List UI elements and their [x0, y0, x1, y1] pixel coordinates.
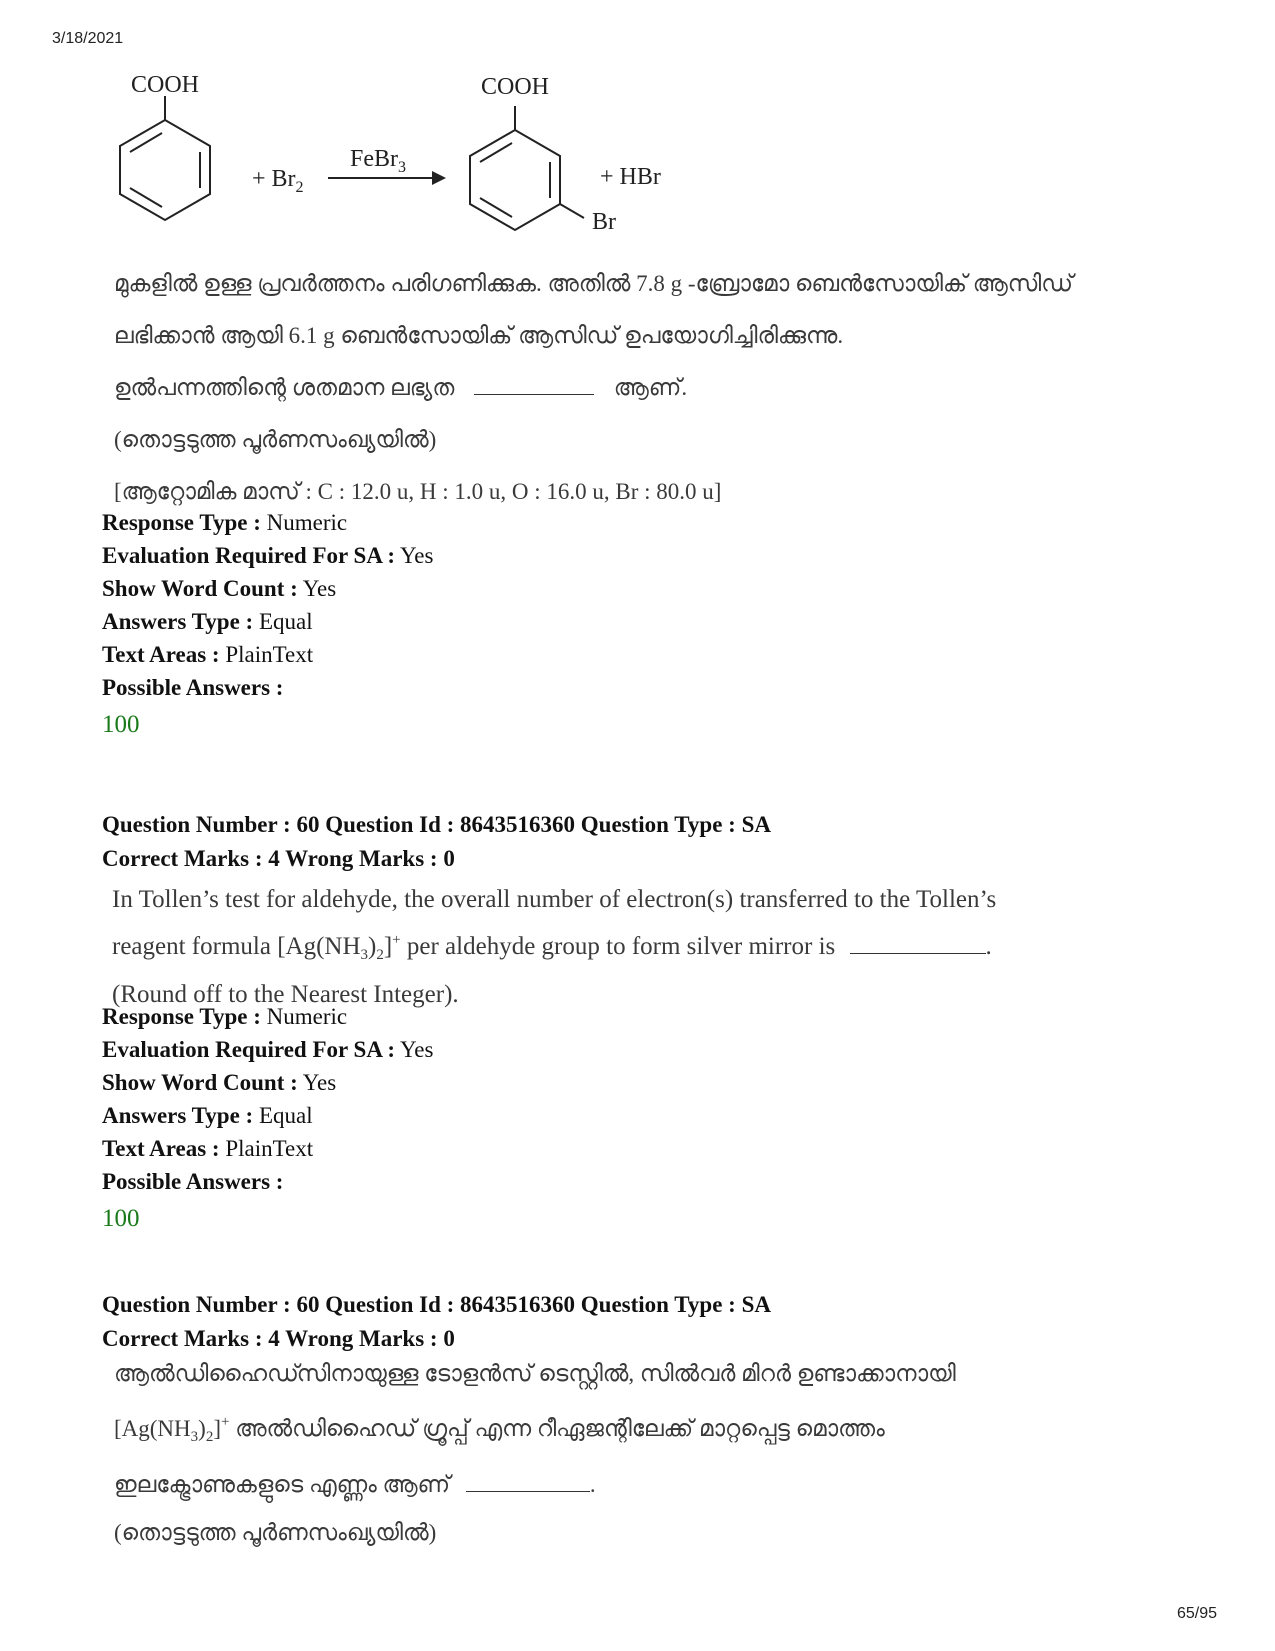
meta-value: PlainText — [225, 642, 314, 667]
question-line: മുകളിൽ ഉള്ള പ്രവർത്തനം പരിഗണിക്കുക. അതിൽ 7.8 g -ബ്രോമോ ബെൻസോയിക് ആസിഡ് — [114, 271, 1074, 296]
product-benzene-ring — [470, 130, 560, 230]
question-60-malayalam-header — [102, 1288, 771, 1356]
formula-subscript: 3 — [360, 947, 369, 963]
question-60-header — [102, 808, 771, 876]
marks-line: Correct Marks : 4 Wrong Marks : 0 — [102, 846, 455, 871]
possible-answer-value: 100 — [102, 1205, 140, 1232]
question-line: ആൽഡിഹൈഡ്സിനായുള്ള ടോളൻസ് ടെസ്റ്റിൽ, സിൽവർ മിറർ ഉണ്ടാക്കാനായി — [114, 1361, 956, 1386]
answer-blank — [474, 374, 594, 395]
question-line: ലഭിക്കാൻ ആയി 6.1 g ബെൻസോയിക് ആസിഡ് ഉപയോഗിച്ചിരിക്കുന്നു. — [114, 323, 844, 348]
meta-value: Numeric — [266, 510, 348, 535]
print-date: 3/18/2021 — [52, 30, 124, 47]
svg-text:+ Br2 — [252, 166, 304, 196]
meta-label: Show Word Count : — [102, 576, 298, 601]
question-line: (തൊട്ടടുത്ത പൂർണസംഖ്യയിൽ) — [114, 427, 437, 452]
question-text: per aldehyde group to form silver mirror is — [400, 933, 836, 960]
reaction-arrowhead — [432, 171, 446, 185]
meta-label: Text Areas : — [102, 642, 220, 667]
reagent-subscript: 2 — [295, 179, 304, 196]
answer-blank — [850, 933, 986, 954]
question-59-malayalam — [114, 258, 1073, 518]
question-60-english — [112, 880, 996, 1015]
meta-label: Response Type : — [102, 1004, 261, 1029]
meta-value: Equal — [258, 609, 313, 634]
formula-text: ) — [368, 933, 377, 960]
meta-label: Text Areas : — [102, 1136, 220, 1161]
catalyst-subscript: 3 — [398, 159, 406, 176]
meta-label: Answers Type : — [102, 1103, 254, 1128]
marks-line: Correct Marks : 4 Wrong Marks : 0 — [102, 1326, 455, 1351]
meta-label: Evaluation Required For SA : — [102, 543, 396, 568]
formula-text: reagent formula [Ag(NH — [112, 933, 361, 960]
question-id-line: Question Number : 60 Question Id : 8643516360 Question Type : SA — [102, 1292, 771, 1317]
byproduct-label: + HBr — [600, 164, 661, 190]
question-text: അൽഡിഹൈഡ് ഗ്രൂപ്പ് എന്ന റീഏജന്റിലേക്ക് മാറ്റപ്പെട്ട മൊത്തം — [229, 1416, 885, 1441]
product-cooh-label: COOH — [480, 74, 550, 100]
question-line: (Round off to the Nearest Integer). — [112, 981, 459, 1008]
reagent-label: + Br — [252, 166, 296, 192]
reactant-benzene-ring — [120, 120, 210, 220]
meta-value: Yes — [400, 543, 434, 568]
question-text: ആണ്. — [613, 375, 688, 400]
meta-value: Yes — [400, 1037, 434, 1062]
atomic-mass-note: [ആറ്റോമിക മാസ് : C : 12.0 u, H : 1.0 u, O : 16.0 u, Br : 80.0 u] — [114, 479, 722, 504]
meta-label: Possible Answers : — [102, 1169, 284, 1194]
formula-subscript: 2 — [376, 947, 384, 963]
question-line: reagent formula $[Ag(NH_3)_2]^+$ per aldehyde group to form silver mirror is . — [112, 932, 992, 963]
formula-subscript: 3 — [190, 1429, 199, 1445]
question-meta-2 — [102, 1000, 433, 1235]
question-60-malayalam — [114, 1350, 956, 1557]
meta-value: PlainText — [225, 1136, 314, 1161]
possible-answer-value: 100 — [102, 711, 140, 738]
formula-superscript: + — [392, 932, 401, 948]
question-line: ഇലക്ട്രോണുകളുടെ എണ്ണം ആണ് . — [114, 1472, 596, 1497]
formula-text: [Ag(NH — [114, 1416, 191, 1441]
meta-label: Show Word Count : — [102, 1070, 298, 1095]
svg-text:FeBr3 — [350, 146, 406, 176]
question-id-line: Question Number : 60 Question Id : 8643516360 Question Type : SA — [102, 812, 771, 837]
meta-label: Evaluation Required For SA : — [102, 1037, 396, 1062]
question-meta-1 — [102, 506, 433, 741]
question-text: ഉൽപന്നത്തിന്റെ ശതമാന ലഭ്യത — [114, 375, 455, 400]
formula-text: ] — [383, 933, 393, 960]
question-text: ഇലക്ട്രോണുകളുടെ എണ്ണം ആണ് — [114, 1472, 451, 1497]
bromination-reaction-diagram — [110, 66, 730, 246]
meta-value: Equal — [258, 1103, 313, 1128]
question-line: (തൊട്ടടുത്ത പൂർണസംഖ്യയിൽ) — [114, 1520, 437, 1545]
meta-label: Answers Type : — [102, 609, 254, 634]
meta-label: Possible Answers : — [102, 675, 284, 700]
reactant-cooh-label: COOH — [130, 72, 200, 98]
meta-value: Numeric — [266, 1004, 348, 1029]
meta-value: Yes — [302, 1070, 337, 1095]
formula-superscript: + — [221, 1414, 230, 1430]
page-number: 65/95 — [1177, 1605, 1218, 1622]
formula-text: ) — [198, 1416, 206, 1441]
question-line — [114, 1398, 956, 1461]
meta-label: Response Type : — [102, 510, 261, 535]
catalyst-label: FeBr — [350, 146, 398, 172]
meta-value: Yes — [302, 576, 337, 601]
formula-text: ] — [213, 1416, 221, 1441]
formula-subscript: 2 — [205, 1429, 214, 1445]
answer-blank — [466, 1471, 590, 1492]
question-line — [114, 362, 1073, 414]
question-line: In Tollen’s test for aldehyde, the overall number of electron(s) transferred to the Tollen’s — [112, 886, 997, 913]
product-br-label: Br — [592, 209, 616, 235]
